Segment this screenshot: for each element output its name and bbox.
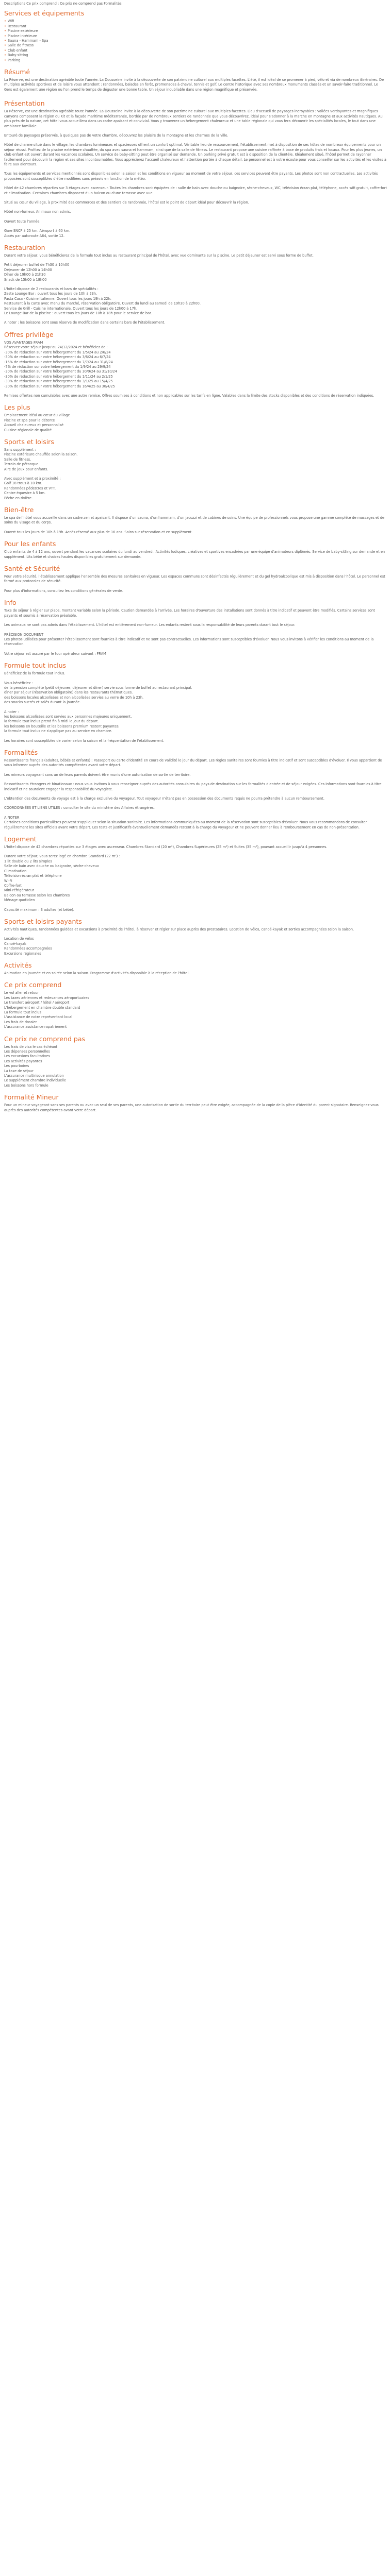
list-item: -15% de réduction sur votre hébergement du 7/7/24 au 31/8/24: [4, 360, 113, 364]
sports-paying: [4, 477, 387, 501]
list-item: Centre équestre à 5 km.: [4, 491, 46, 496]
sports-payants-list: [4, 937, 387, 956]
formalites-p2: Les mineurs voyageant sans un de leurs parents doivent être munis d'une autorisation de sortie de territoire.: [4, 772, 191, 777]
logement-capacity: Capacité maximum : 3 adultes (et bébé).: [4, 907, 74, 912]
list-item: Le transfert aéroport / hôtel / aéroport: [4, 1001, 70, 1005]
list-item: • Restaurant: [4, 24, 26, 28]
presentation-p8: Ouvert toute l'année.: [4, 219, 41, 224]
comprend-list: [4, 991, 387, 1029]
list-item: • Parking: [4, 58, 21, 62]
list-item: Cuisine régionale de qualité: [4, 428, 52, 432]
precision-title: PRÉCISION DOCUMENT: [4, 632, 44, 637]
access-block: [4, 229, 387, 239]
list-item: la formule tout inclus ne s'applique pas au service en chambre.: [4, 729, 112, 734]
list-item: Le supplément chambre individuelle: [4, 1078, 67, 1083]
presentation-p4: Tous les équipements et services mentionnés sont disponibles selon la saison et les conditions en vigueur au moment de votre séjour, ces services peuvent être payants. Les photos sont non contractuelles. Les activités proposées sont susceptibles d'être modifiées sans préavis en fonction de la météo.: [4, 172, 378, 181]
list-item: Aire de jeux pour enfants.: [4, 467, 48, 471]
formalites-lien: COORDONNÉES ET LIENS UTILES : consulter le site du ministère des Affaires étrangères.: [4, 806, 155, 810]
bien-etre-hours: Ouvert tous les jours de 10h à 19h. Accès réservé aux plus de 16 ans. Soins sur réservation et en supplément.: [4, 530, 193, 534]
access-line: Accès par autoroute A64, sortie 12.: [4, 233, 64, 238]
list-item: Les pourboires: [4, 1064, 29, 1069]
tout-inclus-list: [4, 681, 387, 705]
tout-inclus-notes: [4, 710, 387, 734]
list-item: • Piscine extérieure: [4, 29, 38, 33]
bien-etre-text: Le spa de l'hôtel vous accueille dans un cadre zen et apaisant. Il dispose d'un sauna, d'un hammam, d'un jacuzzi et de cabines de soins. Une équipe de professionnels vous propose une gamme complète de massages et de soins du visage et du corps.: [4, 516, 384, 525]
precision-contact: Votre séjour est assuré par le tour opérateur suivant : FRAM: [4, 651, 106, 656]
list-item: Pasta Casa - Cuisine Italienne. Ouvert tous les jours 19h à 22h.: [4, 296, 111, 301]
intro-line: Descriptions Ce prix comprend : Ce prix ne comprend pas Formalités: [4, 2, 122, 6]
precision-text: Les photos utilisées pour présenter l'établissement sont fournies à titre indicatif et ne sont pas contractuelles. Les informations sont susceptibles d'évoluer. Nous vous invitons à vérifier les conditions au moment de la réservation.: [4, 637, 374, 647]
list-item: -30% de réduction sur votre hébergement du 3/6/24 au 6/7/24: [4, 355, 111, 360]
sports-paying-intro: Avec supplément et à proximité :: [4, 477, 61, 481]
bullet-icon: •: [4, 19, 6, 24]
list-item: Piscine et spa pour la détente: [4, 418, 55, 422]
resume-title: Résumé: [4, 68, 30, 76]
sports-free: [4, 448, 387, 472]
presentation-title: Présentation: [4, 99, 45, 108]
bullet-icon: •: [4, 29, 6, 33]
presentation-p2: Entouré de paysages préservés, à quelques pas de votre chambre, découvrez les plaisirs de la montagne et les charmes de la ville.: [4, 133, 229, 138]
securite-text: Pour votre sécurité, l'établissement applique l'ensemble des mesures sanitaires en vigueur. Les espaces communs sont désinfectés régulièrement et du gel hydroalcoolique est mis à disposition dans l'hôtel. Le personnel est formé aux protocoles de sécurité.: [4, 574, 385, 584]
list-item: • Club enfant: [4, 48, 28, 53]
restauration-note: A noter : les boissons sont sous réserve de modification dans certains bars de l'établissement.: [4, 320, 166, 325]
formalite-mineur-text: Pour un mineur voyageant sans ses parents ou avec un seul de ses parents, une autorisation de sortie du territoire peut être exigée, accompagnée de la copie de la pièce d'identité du parent signataire. Renseignez-vous auprès des autorités compétentes avant votre départ.: [4, 1103, 379, 1112]
offres-subtitle: VOS AVANTAGES FRAM: [4, 340, 43, 345]
list-item: dîner par séjour (réservation obligatoire) dans les restaurants thématiques.: [4, 690, 133, 695]
list-item: L'assurance assistance rapatriement: [4, 1025, 67, 1029]
info-text: Taxe de séjour à régler sur place, montant variable selon la période. Caution demandée à l'arrivée. Les horaires d'ouverture des installations sont donnés à titre indicatif et peuvent être modifiés. Certains services sont payants et soumis à réservation préalable.: [4, 608, 375, 618]
list-item: -30% de réduction sur votre hébergement du 16/4/25 au 30/4/25: [4, 384, 115, 388]
list-item: Randonnées accompagnées: [4, 946, 52, 951]
bullet-icon: •: [4, 43, 6, 48]
list-item: Coffre-fort: [4, 883, 22, 888]
list-item: les boissons alcoolisées sont servies aux personnes majeures uniquement.: [4, 714, 132, 719]
sports-payants-text: Activités nautiques, randonnées guidées et excursions à proximité de l'hôtel, à réserver et régler sur place auprès des prestataires. Location de vélos, canoë-kayak et sorties accompagnées selon la saison.: [4, 927, 354, 931]
list-item: Les taxes aériennes et redevances aéroportuaires: [4, 995, 89, 1000]
logement-intro: L'hôtel dispose de 42 chambres réparties sur 3 étages avec ascenseur. Chambres Standard (20 m²), Chambres Supérieures (25 m²) et Suites (35 m²), pouvant accueillir jusqu'à 4 personnes.: [4, 845, 328, 850]
list-item: L'assistance de notre représentant local: [4, 1015, 73, 1020]
offres-title: Offres privilège: [4, 330, 54, 338]
list-item: Le vol aller et retour: [4, 991, 39, 995]
info-title: Info: [4, 599, 17, 607]
list-item: Location de vélos: [4, 937, 34, 941]
list-item: • Salle de fitness: [4, 43, 34, 48]
list-item: Les frais de visa le cas échéant: [4, 1044, 58, 1049]
list-item: Mini-réfrigérateur: [4, 888, 34, 893]
ne-comprend-title: Ce prix ne comprend pas: [4, 1035, 86, 1043]
formalites-p4: L'obtention des documents de voyage est à la charge exclusive du voyageur. Tout voyageur n'étant pas en possession des documents requis ne pourra prétendre à aucun remboursement.: [4, 796, 324, 801]
tout-inclus-note-title: A noter :: [4, 709, 19, 714]
restauration-intro: Durant votre séjour, vous bénéficierez de la formule tout inclus au restaurant principal de l'hôtel, avec vue dominante sur la piscine. Le petit déjeuner est servi sous forme de buffet.: [4, 253, 314, 258]
list-item: de la pension complète (petit déjeuner, déjeuner et dîner) servie sous forme de buffet au restaurant principal.: [4, 685, 192, 690]
list-item: Salle de bain avec douche ou baignoire, sèche-cheveux: [4, 864, 99, 869]
list-item: Télévision écran plat et téléphone: [4, 874, 62, 878]
bullet-icon: •: [4, 58, 6, 62]
precision-block: [4, 633, 387, 647]
sports-intro: Sans supplément :: [4, 447, 36, 452]
list-item: -7% de réduction sur votre hébergement du 1/9/24 au 29/9/24: [4, 364, 111, 369]
list-item: Les excursions facultatives: [4, 1054, 50, 1059]
list-item: Petit déjeuner buffet de 7h30 à 10h00: [4, 263, 70, 267]
list-item: des boissons locales alcoolisées et non alcoolisées servies au verre de 10h à 23h.: [4, 695, 144, 700]
services-list: [4, 19, 387, 63]
logement-title: Logement: [4, 835, 37, 843]
enfants-title: Pour les enfants: [4, 540, 56, 548]
presentation-p7: Hôtel non-fumeur. Animaux non admis.: [4, 210, 71, 214]
enfants-text: Club enfants de 4 à 12 ans, ouvert pendant les vacances scolaires du lundi au vendredi. Activités ludiques, créatives et sportives encadrées par une équipe d'animateurs diplômés. Service de baby-sitting sur demande et en supplément. Lits bébé et chaises hautes disponibles gratuitement sur demande.: [4, 550, 385, 559]
tout-inclus-sub: Vous bénéficiez :: [4, 681, 33, 685]
services-title: Services et équipements: [4, 9, 85, 18]
list-item: Excursions régionales: [4, 951, 41, 956]
list-item: • Baby-sitting: [4, 53, 28, 58]
bullet-icon: •: [4, 48, 6, 53]
list-item: Wi-Fi: [4, 878, 12, 883]
list-item: Les dépenses personnelles: [4, 1049, 50, 1054]
list-item: Randonnées pédestres et VTT.: [4, 486, 56, 490]
bars-title: L'hôtel dispose de 2 restaurants et bars de spécialités :: [4, 287, 99, 292]
list-item: Canoë-kayak: [4, 941, 26, 946]
list-item: L'hébergement en chambre double standard: [4, 1005, 80, 1010]
tout-inclus-footer: Les horaires sont susceptibles de varier selon la saison et la fréquentation de l'établissement.: [4, 738, 165, 743]
presentation-p6: Situé au cœur du village, à proximité des commerces et des sentiers de randonnée, l'hôtel est le point de départ idéal pour découvrir la région.: [4, 200, 249, 205]
list-item: • Wifi: [4, 19, 14, 24]
restauration-title: Restauration: [4, 244, 45, 251]
list-item: 1 lit double ou 2 lits simples: [4, 859, 52, 863]
list-item: Dîner de 19h00 à 21h30: [4, 273, 46, 277]
plus-list: [4, 413, 387, 433]
formalites-p1: Ressortissants français (adultes, bébés et enfants) : Passeport ou carte d'identité en cours de validité le jour du départ. Les règles sanitaires sont fournies à titre indicatif et sont susceptibles d'évoluer. Il vous appartient de vous informer auprès des autorités compétentes avant votre départ.: [4, 758, 382, 768]
presentation-p1: La Réserve, est une destination agréable toute l'année. La Dousseine invite à la découverte de son patrimoine culturel aux multiples facettes. Lieu d'accueil de paysages incroyables : vallées verdoyantes et magnifiques canyons composent la région du Kit et la façade maritime méditerranée, bordée par de nombreux sentiers de randonnée que vous découvrirez, idéal pour s'adonner à la marche en montagne et aux activités nautiques. Au plus près de la nature, cet hôtel vous accueillera dans un cadre apaisant et convivial. Vous y trouverez un hébergement chaleureux et une table régionale qui vous fera découvrir les spécialités locales, le tout dans une ambiance familiale.: [4, 109, 383, 128]
presentation-p3: Hôtel de charme situé dans le village, les chambres lumineuses et spacieuses offrent un confort optimal. Véritable lieu de ressourcement, l'établissement met à disposition de ses hôtes de nombreux équipements pour un séjour réussi. Profitez de la piscine extérieure chauffée, du spa avec sauna et hammam, ainsi que de la salle de fitness. Le restaurant propose une cuisine raffinée à base de produits frais et locaux. Pour les plus jeunes, un club enfant est ouvert durant les vacances scolaires. Un service de baby-sitting peut être organisé sur demande. Un parking privé gratuit est à disposition de la clientèle. Idéalement situé, l'hôtel permet de rayonner facilement pour découvrir la région et ses sites incontournables. Vous apprécierez l'accueil chaleureux et l'attention portée à chaque détail. Le personnel est à votre écoute pour vous conseiller sur les activités et les visites à faire aux alentours.: [4, 143, 386, 166]
sports-title: Sports et loisirs: [4, 437, 54, 446]
activites-title: Activités: [4, 961, 32, 969]
formalites-note-block: [4, 816, 387, 830]
restauration-hours: [4, 263, 387, 282]
list-item: Accueil chaleureux et personnalisé: [4, 423, 64, 428]
list-item: -30% de réduction sur votre hébergement du 1/11/24 au 2/1/25: [4, 374, 113, 379]
list-item: Emplacement idéal au cœur du village: [4, 413, 70, 418]
list-item: des snacks sucrés et salés durant la journée.: [4, 700, 81, 705]
list-item: Snack de 15h00 à 18h00: [4, 277, 47, 282]
bullet-icon: •: [4, 39, 6, 43]
formalites-title: Formalités: [4, 749, 38, 756]
list-item: Ménage quotidien: [4, 898, 35, 903]
formalite-mineur-title: Formalité Mineur: [4, 1093, 59, 1101]
ne-comprend-list: [4, 1045, 387, 1089]
list-item: Les boissons hors formule: [4, 1083, 48, 1088]
tout-inclus-intro: Bénéficiez de la formule tout inclus.: [4, 671, 66, 676]
list-item: Restaurant à la carte avec menu du marché, réservation obligatoire. Ouvert du lundi au samedi de 19h30 à 22h00.: [4, 301, 201, 306]
restauration-bars: [4, 287, 387, 316]
list-item: -30% de réduction sur votre hébergement du 3/1/25 au 15/4/25: [4, 379, 113, 384]
list-item: les boissons en bouteille et les boissons premium restent payantes.: [4, 724, 120, 728]
bullet-icon: •: [4, 33, 6, 38]
comprend-title: Ce prix comprend: [4, 981, 62, 989]
list-item: -30% de réduction sur votre hébergement du 1/5/24 au 2/6/24: [4, 350, 111, 354]
list-item: Salle de fitness.: [4, 457, 31, 462]
list-item: La formule tout inclus: [4, 1010, 41, 1014]
plus-title: Les plus: [4, 403, 30, 412]
access-line: Gare SNCF à 25 km. Aéroport à 60 km.: [4, 229, 71, 233]
info-text-2: Les animaux ne sont pas admis dans l'établissement. L'hôtel est entièrement non-fumeur. Les enfants restent sous la responsabilité de leurs parents durant tout le séjour.: [4, 623, 296, 628]
list-item: Le Lounge Bar de la piscine : ouvert tous les jours de 10h à 18h pour le service de bar.: [4, 311, 152, 316]
list-item: Service de Grill - Cuisine internationale. Ouvert tous les jours de 12h00 à 17h.: [4, 306, 138, 311]
list-item: la formule tout inclus prend fin à midi le jour du départ.: [4, 719, 99, 724]
formalites-note-text: Certaines conditions particulières peuvent s'appliquer selon la situation sanitaire. Les informations communiquées au moment de la réservation sont susceptibles d'évoluer. Nous vous recommandons de consulter régulièrement les sites officiels avant votre départ. Les tests et justificatifs éventuellement demandés restent à la charge du voyageur et ne peuvent donner lieu à remboursement en cas de non-présentation.: [4, 820, 367, 829]
list-item: Pêche en rivière.: [4, 496, 33, 500]
logement-list: [4, 854, 387, 903]
list-item: Les frais de dossier: [4, 1020, 37, 1024]
bien-etre-title: Bien-être: [4, 506, 34, 514]
list-item: Balcon ou terrasse selon les chambres: [4, 893, 70, 897]
list-item: Golf 18 trous à 10 km.: [4, 481, 42, 486]
resume-text: La Réserve, est une destination agréable toute l'année. La Dousseine invite à la découverte de son patrimoine culturel aux multiples facettes. L'été, il est idéal de se promener à pied, vélo et via de nombreux itinéraires. De multiples activités sportives et de loisirs vous attendent : randonnées, balades en forêt, promenades à cheval, tennis et golf. Le centre historique avec ses nombreux monuments classés et un savoir-faire traditionnel. Le Gers est également une région ou l'on prend le temps de déguster une bonne table. Un séjour inoubliable dans une région magnifique et préservée.: [4, 78, 384, 92]
sports-payants-title: Sports et loisirs payants: [4, 917, 82, 925]
presentation-p5: Hôtel de 42 chambres réparties sur 3 étages avec ascenseur. Toutes les chambres sont équipées de : salle de bain avec douche ou baignoire, sèche-cheveux, WC, télévision écran plat, téléphone, accès wifi gratuit, coffre-fort et climatisation. Certaines chambres disposent d'un balcon ou d'une terrasse avec vue.: [4, 186, 387, 195]
offres-block: [4, 341, 387, 389]
securite-note: Pour plus d'informations, consultez les conditions générales de vente.: [4, 588, 123, 593]
list-item: • Piscine intérieure: [4, 33, 37, 38]
offres-intro: Réservez votre séjour jusqu'au 24/12/2024 et bénéficiez de :: [4, 345, 108, 350]
list-item: Piscine extérieure chauffée selon la saison.: [4, 452, 78, 457]
formalites-p3: Ressortissants étrangers et binationaux : nous vous invitons à vous renseigner auprès des autorités consulaires du pays de destination sur les formalités d'entrée et de séjour exigées. Ces informations sont fournies à titre indicatif et ne sauraient engager la responsabilité du voyagiste.: [4, 782, 382, 791]
list-item: Déjeuner de 12h00 à 14h00: [4, 267, 52, 272]
bullet-icon: •: [4, 53, 6, 58]
list-item: -30% de réduction sur votre hébergement du 30/9/24 au 31/10/24: [4, 369, 118, 374]
tout-inclus-title: Formule tout inclus: [4, 662, 67, 670]
list-item: Climatisation: [4, 869, 27, 873]
list-item: • Sauna - Hammam - Spa: [4, 39, 48, 43]
activites-text: Animation en journée et en soirée selon la saison. Programme d'activités disponible à la réception de l'hôtel.: [4, 971, 190, 975]
formalites-note-title: A NOTER: [4, 815, 20, 820]
securite-title: Santé et Sécurité: [4, 565, 60, 573]
bullet-icon: •: [4, 24, 6, 28]
list-item: L'assurance multirisque annulation: [4, 1074, 64, 1078]
list-item: La taxe de séjour: [4, 1069, 34, 1073]
offres-note: Remises offertes non cumulables avec une autre remise. Offres soumises à conditions et non applicables sur les tarifs en ligne. Valables dans la limite des stocks disponibles et des conditions de réservation indiquées.: [4, 393, 374, 398]
list-item: Zeste Lounge Bar : ouvert tous les jours de 10h à 23h.: [4, 292, 97, 296]
list-item: Terrain de pétanque.: [4, 462, 40, 467]
logement-sub: Durant votre séjour, vous serez logé en chambre Standard (22 m²) :: [4, 854, 120, 859]
list-item: Les activités payantes: [4, 1059, 42, 1063]
